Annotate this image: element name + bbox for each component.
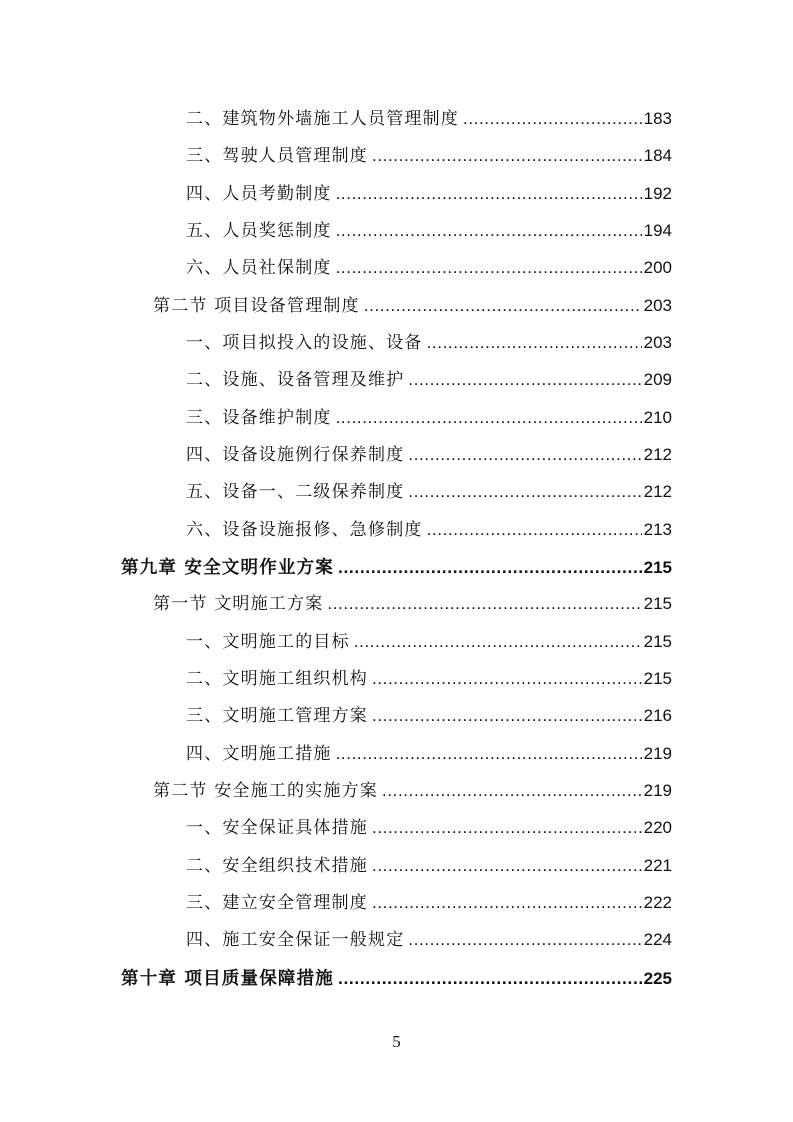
dot-leader <box>372 703 642 729</box>
toc-entry[interactable] <box>186 666 672 692</box>
dot-leader <box>427 330 642 356</box>
toc-entry[interactable] <box>186 218 672 244</box>
dot-leader <box>354 629 642 655</box>
toc-entry-page: 203 <box>643 296 672 315</box>
toc-entry-label: 四、施工安全保证一般规定 <box>186 930 405 950</box>
dot-leader <box>408 367 641 393</box>
toc-entry[interactable] <box>153 591 672 617</box>
toc-entry-page: 210 <box>643 408 672 427</box>
toc-entry-page: 183 <box>643 109 672 128</box>
dot-leader <box>338 965 642 991</box>
toc-entry-label: 三、设备维护制度 <box>186 408 332 428</box>
dot-leader <box>427 517 642 543</box>
toc-entry-label: 二、安全组织技术措施 <box>186 856 368 876</box>
toc-entry-label: 三、建立安全管理制度 <box>186 893 368 913</box>
dot-leader <box>327 591 641 617</box>
toc-entry[interactable] <box>186 367 672 393</box>
dot-leader <box>336 255 642 281</box>
toc-entry-page: 221 <box>643 856 672 875</box>
toc-entry-label: 二、设施、设备管理及维护 <box>186 370 405 390</box>
toc-entry[interactable] <box>186 143 672 169</box>
toc-entry-label: 四、设备设施例行保养制度 <box>186 445 405 465</box>
toc-entry-page: 220 <box>643 818 672 837</box>
toc-entry-page: 225 <box>643 969 672 988</box>
dot-leader <box>336 405 642 431</box>
toc-entry-label: 三、文明施工管理方案 <box>186 706 368 726</box>
toc-entry-label: 三、驾驶人员管理制度 <box>186 146 368 166</box>
toc-chapter-entry[interactable] <box>121 965 672 991</box>
toc-entry[interactable] <box>186 479 672 505</box>
toc-entry[interactable] <box>186 703 672 729</box>
toc-entry-label: 第二节 项目设备管理制度 <box>153 296 360 316</box>
dot-leader <box>372 666 642 692</box>
dot-leader <box>336 181 642 207</box>
toc-entry-label: 第二节 安全施工的实施方案 <box>153 781 379 801</box>
toc-entry-page: 219 <box>643 781 672 800</box>
toc-entry[interactable] <box>186 927 672 953</box>
toc-entry[interactable] <box>153 293 672 319</box>
dot-leader <box>372 143 642 169</box>
toc-entry-label: 六、人员社保制度 <box>186 258 332 278</box>
toc-entry-label: 四、文明施工措施 <box>186 744 332 764</box>
toc-entry[interactable] <box>186 255 672 281</box>
toc-entry[interactable] <box>186 442 672 468</box>
toc-entry-label: 六、设备设施报修、急修制度 <box>186 520 423 540</box>
toc-entry-page: 212 <box>643 482 672 501</box>
toc-entry-page: 219 <box>643 744 672 763</box>
dot-leader <box>338 554 642 580</box>
toc-entry[interactable] <box>186 629 672 655</box>
dot-leader <box>408 479 641 505</box>
dot-leader <box>364 293 642 319</box>
toc-entry-label: 一、项目拟投入的设施、设备 <box>186 333 423 353</box>
toc-entry[interactable] <box>186 741 672 767</box>
toc-entry-label: 一、安全保证具体措施 <box>186 818 368 838</box>
toc-entry-page: 215 <box>643 594 672 613</box>
toc-entry-label: 一、文明施工的目标 <box>186 632 350 652</box>
toc-entry[interactable] <box>186 815 672 841</box>
toc-entry-page: 215 <box>643 558 672 577</box>
dot-leader <box>336 741 642 767</box>
toc-entry-page: 194 <box>643 221 672 240</box>
toc-entry[interactable] <box>153 778 672 804</box>
toc-entry-page: 184 <box>643 146 672 165</box>
toc-entry[interactable] <box>186 330 672 356</box>
toc-entry-page: 213 <box>643 520 672 539</box>
toc-entry-page: 203 <box>643 333 672 352</box>
toc-entry[interactable] <box>186 181 672 207</box>
toc-entry-page: 215 <box>643 669 672 688</box>
dot-leader <box>408 442 641 468</box>
toc-entry-page: 200 <box>643 258 672 277</box>
dot-leader <box>336 218 642 244</box>
toc-entry-page: 209 <box>643 370 672 389</box>
dot-leader <box>372 853 642 879</box>
toc-entry-page: 192 <box>643 184 672 203</box>
toc-entry[interactable] <box>186 405 672 431</box>
toc-entry-label: 第九章 安全文明作业方案 <box>121 558 334 578</box>
dot-leader <box>408 927 641 953</box>
toc-entry-label: 五、人员奖惩制度 <box>186 221 332 241</box>
toc-entry-page: 215 <box>643 632 672 651</box>
toc-entry-label: 二、建筑物外墙施工人员管理制度 <box>186 109 459 129</box>
dot-leader <box>463 106 642 132</box>
toc-entry[interactable] <box>186 517 672 543</box>
toc-entry-label: 第一节 文明施工方案 <box>153 594 324 614</box>
toc-entry-label: 四、人员考勤制度 <box>186 184 332 204</box>
toc-entry-label: 第十章 项目质量保障措施 <box>121 969 334 989</box>
toc-entry[interactable] <box>186 853 672 879</box>
dot-leader <box>372 890 642 916</box>
toc-entry[interactable] <box>186 890 672 916</box>
dot-leader <box>382 778 642 804</box>
page-number: 5 <box>392 1032 401 1051</box>
dot-leader <box>372 815 642 841</box>
toc-entry-page: 212 <box>643 445 672 464</box>
toc-entry-page: 222 <box>643 893 672 912</box>
toc-entry-page: 224 <box>643 930 672 949</box>
toc-entry[interactable] <box>186 106 672 132</box>
toc-entry-label: 二、文明施工组织机构 <box>186 669 368 689</box>
toc-chapter-entry[interactable] <box>121 554 672 580</box>
toc-entry-page: 216 <box>643 706 672 725</box>
toc-entry-label: 五、设备一、二级保养制度 <box>186 482 405 502</box>
